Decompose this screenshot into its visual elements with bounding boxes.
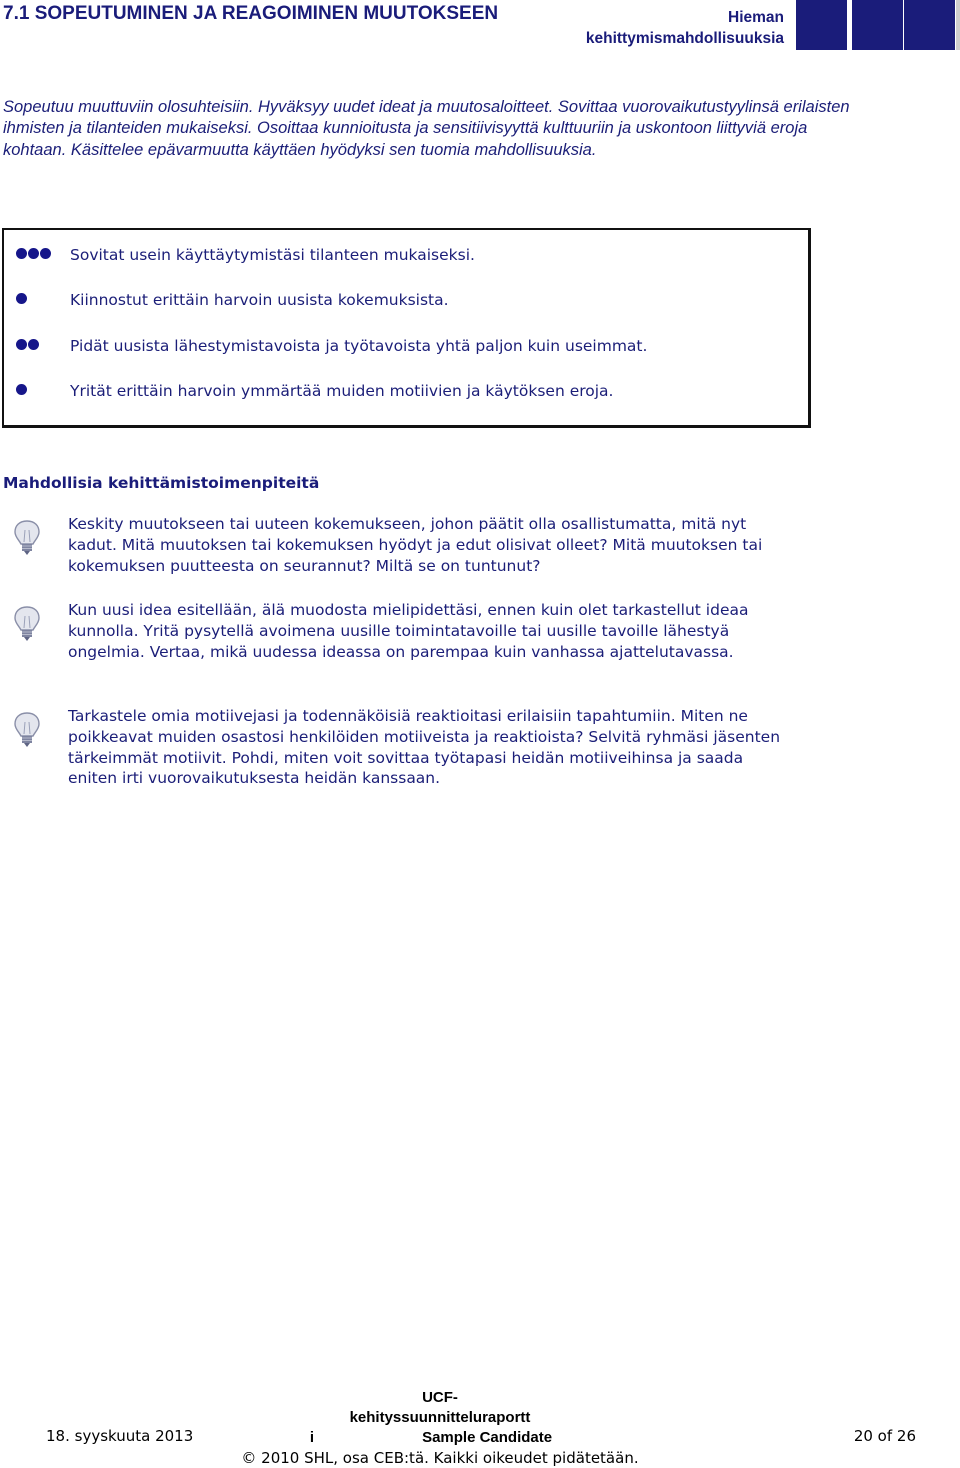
competency-level-label: [586, 7, 784, 49]
report-name-line-2: kehityssuunnitteluraportt: [349, 1409, 531, 1426]
development-actions-heading: Mahdollisia kehittämistoimenpiteitä: [3, 474, 320, 492]
report-name-line-1: UCF-: [422, 1389, 458, 1406]
rating-text: Yrität erittäin harvoin ymmärtää muiden motiivien ja käytöksen eroja.: [70, 382, 614, 400]
rating-dot: [16, 293, 27, 304]
tip-text: Keskity muutokseen tai uuteen kokemukseen, johon päätit olla osallistumatta, mitä nyt kadut. Mitä muutoksen tai kokemuksen hyödyt ja edut olisivat olleet? Mitä muutoksen tai kokemuksen puutteesta on seurannut? Miltä se on tuntunut?: [68, 515, 763, 575]
level-scale-box-3: [904, 0, 955, 50]
rating-row: [4, 289, 804, 313]
rating-row: [4, 335, 804, 359]
rating-dots: [16, 384, 28, 398]
level-scale-box-1: [796, 0, 847, 50]
level-line-2: kehittymismahdollisuuksia: [585, 30, 784, 47]
rating-text: Kiinnostut erittäin harvoin uusista kokemuksista.: [70, 291, 449, 309]
lightbulb-icon: [12, 604, 42, 642]
rating-box: [2, 228, 811, 428]
rating-dot: [16, 248, 27, 259]
page-footer: [0, 1388, 960, 1466]
page-title: 7.1 SOPEUTUMINEN JA REAGOIMINEN MUUTOKSEEN: [3, 3, 499, 24]
copyright-notice: © 2010 SHL, osa CEB:tä. Kaikki oikeudet pidätetään.: [241, 1449, 639, 1467]
level-scale: [796, 0, 960, 50]
rating-dot: [16, 384, 27, 395]
footer-date: 18. syyskuuta 2013: [46, 1427, 194, 1445]
candidate-name: Sample Candidate: [422, 1429, 553, 1446]
level-scale-box-4: [956, 0, 960, 50]
rating-row: [4, 380, 804, 404]
rating-dots: [16, 248, 52, 262]
rating-dots: [16, 339, 40, 353]
tip-text: Kun uusi idea esitellään, älä muodosta mielipidettäsi, ennen kuin olet tarkastellut ideaa kunnolla. Yritä pysytellä avoimena uusille toimintatavoille tai uusille tavoille lähestyä ongelmia. Vertaa, mikä uudessa ideassa on parempaa kuin vanhassa ajattelutavassa.: [68, 601, 749, 661]
lightbulb-icon: [12, 710, 42, 748]
report-name-suffix: i: [309, 1429, 315, 1446]
report-name-line-3: [230, 1428, 650, 1448]
level-scale-box-2: [852, 0, 903, 50]
rating-dot: [28, 339, 39, 350]
rating-dot: [40, 248, 51, 259]
level-line-1: Hieman: [728, 9, 784, 26]
competency-definition: Sopeutuu muuttuviin olosuhteisiin. Hyväksyy uudet ideat ja muutosaloitteet. Sovittaa vuorovaikutustyylinsä erilaisten ihmisten ja tilanteiden mukaiseksi. Osoittaa kunnioitusta ja sensitiivisyyttä kulttuuriin ja uskontoon liittyviä eroja kohtaan. Käsittelee epävarmuutta käyttäen hyödyksi sen tuomia mahdollisuuksia.: [3, 98, 850, 159]
rating-row: [4, 244, 804, 268]
footer-report-info: [230, 1388, 650, 1468]
tip-text: Tarkastele omia motiivejasi ja todennäköisiä reaktioitasi erilaisiin tapahtumiin. Miten ne poikkeavat muiden osastosi henkilöiden motiiveista ja reaktioista? Selvitä ryhmäsi jäsenten tärkeimmät motiivit. Pohdi, miten voit sovittaa työtapasi heidän motiiveihinsa ja saada eniten irti vuorovaikutuksesta heidän kanssaan.: [68, 707, 781, 788]
page-number: 20 of 26: [853, 1427, 916, 1445]
lightbulb-icon: [12, 518, 42, 556]
rating-dot: [16, 339, 27, 350]
rating-dots: [16, 293, 28, 307]
rating-dot: [28, 248, 39, 259]
rating-text: Sovitat usein käyttäytymistäsi tilanteen mukaiseksi.: [70, 246, 475, 264]
rating-text: Pidät uusista lähestymistavoista ja työtavoista yhtä paljon kuin useimmat.: [70, 337, 648, 355]
